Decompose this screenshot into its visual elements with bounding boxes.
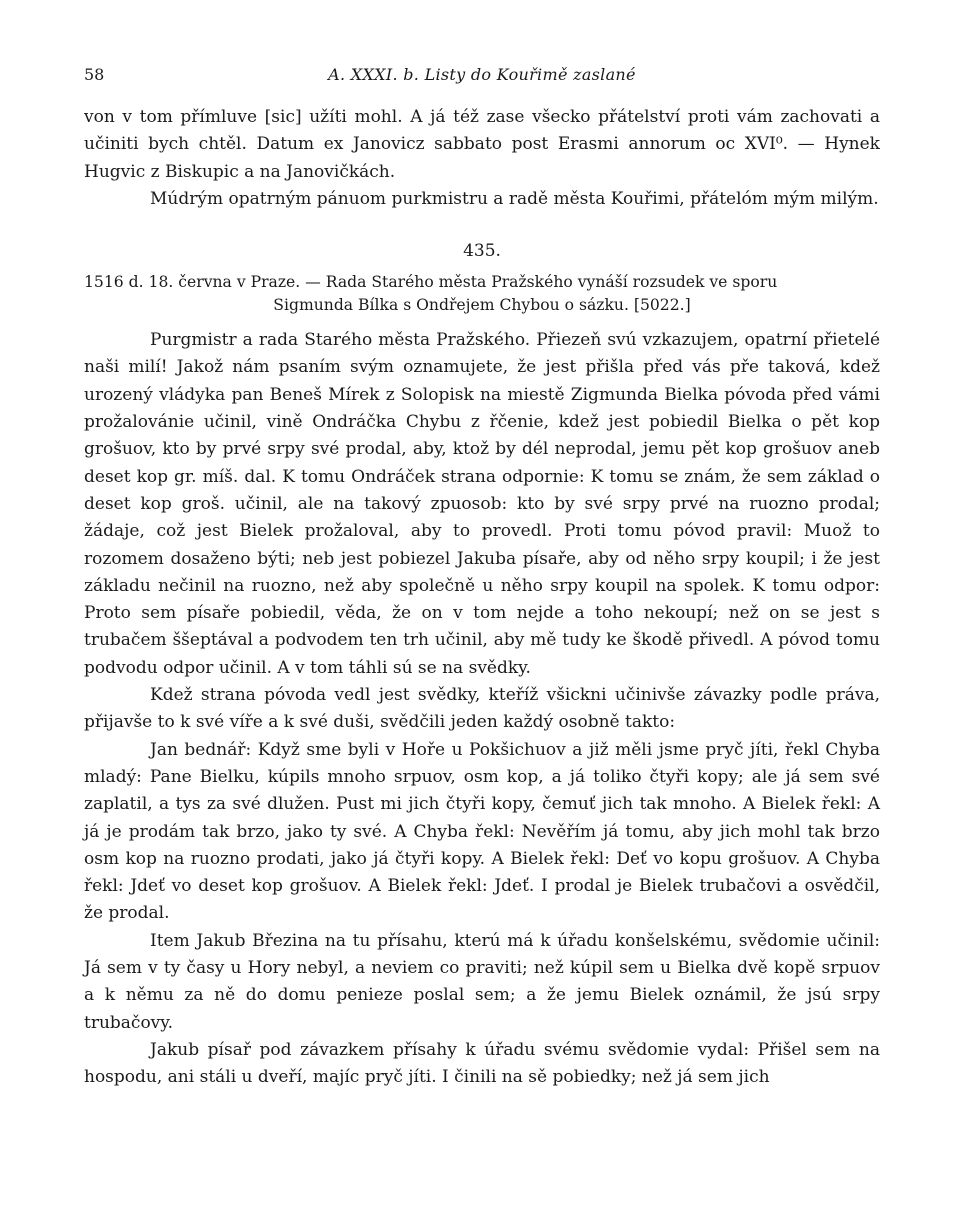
paragraph: Jakub písař pod závazkem přísahy k úřadu svému svědomie vydal: Přišel sem na hospodu, ani stáli u dveří, majíc pryč jíti. I činili na sě pobiedky; než já sem jich (84, 1039, 880, 1088)
page-number: 58 (84, 65, 105, 84)
paragraph: Jan bednář: Když sme byli v Hoře u Pokšichuov a již měli jsme pryč jíti, řekl Chyba mladý: Pane Bielku, kúpils mnoho srpuov, osm kop, a já toliko čtyři kopy; ale já sem své zaplatil, a tys za své dlužen. Pust mi jich čtyři kopy, čemuť jich tak mnoho. A Bielek řekl: A já je prodám tak brzo, jako ty své. A Chyba řekl: Nevěřím já tomu, aby jich mohl tak brzo osm kop na ruozno prodati, jako já čtyři kopy. A Bielek řekl: Deť vo kopu grošuov. A Chyba řekl: Jdeť vo deset kop grošuov. A Bielek řekl: Jdeť. I prodal je Bielek trubačovi a osvědčil, že prodal. (84, 739, 880, 924)
document-regest (84, 271, 880, 317)
letter-ending: von v tom přímluve [sic] užíti mohl. A já též zase všecko přátelství proti vám zachovati a učiniti bych chtěl. Datum ex Janovicz sabbato post Erasmi annorum oc XVI⁰. — Hynek Hugvic z Biskupic a na Janovičkách. (84, 107, 880, 182)
regest-line-1: 1516 d. 18. června v Praze. — Rada Starého města Pražského vynáší rozsudek ve sporu (84, 273, 778, 292)
document-body (84, 327, 880, 1091)
running-head (84, 62, 880, 88)
running-title: A. XXXI. b. Listy do Kouřimě zaslané (328, 65, 636, 84)
document-number: 435. (463, 241, 501, 262)
letter-address: Múdrým opatrným pánuom purkmistru a radě města Kouřimi, přátelóm mým milým. (150, 188, 879, 209)
regest-line-2: Sigmunda Bílka s Ondřejem Chybou o sázku. [5022.] (273, 296, 691, 315)
preceding-letter (84, 104, 880, 213)
paragraph: Kdež strana póvoda vedl jest svědky, kteříž všickni učinivše závazky podle práva, přijavše to k své víře a k své duši, svědčili jeden každý osobně takto: (84, 685, 880, 733)
paragraph: Purgmistr a rada Starého města Pražského. Přiezeň svú vzkazujem, opatrní přietelé naši milí! Jakož nám psaním svým oznamujete, že jest přišla před vás pře taková, kdež urozený vládyka pan Beneš Mírek z Solopisk na miestě Zigmunda Bielka póvoda před vámi prožalovánie učinil, vině Ondráčka Chybu z řčenie, kdež jest pobiedil Bielka o pět kop grošuov, kto by prvé srpy své prodal, aby, ktož by dél neprodal, jemu pět kop grošuov aneb deset kop gr. míš. dal. K tomu Ondráček strana odpornie: K tomu se znám, že sem základ o deset kop groš. učinil, ale na takový zpuosob: kto by své srpy prvé na ruozno prodal; žádaje, což jest Bielek prožaloval, aby to provedl. Proti tomu póvod pravil: Muož to rozomem dosaženo býti; neb jest pobiezel Jakuba písaře, aby od něho srpy koupil; i že jest základu nečinil na ruozno, než aby společně u něho srpy koupil na spolek. K tomu odpor: Proto sem písaře pobiedil, věda, že on v tom nejde a toho nekoupí; než on se jest s trubačem ššeptával a podvodem ten trh učinil, aby mě tudy ke škodě přivedl. A póvod tomu podvodu odpor učinil. A v tom táhli sú se na svědky. (84, 330, 880, 678)
paragraph: Item Jakub Březina na tu přísahu, kterú má k úřadu konšelskému, svědomie učinil: Já sem v ty časy u Hory nebyl, a neviem co praviti; než kúpil sem u Bielka dvě kopě srpuov a k němu za ně do domu penieze poslal sem; a že jemu Bielek oznámil, že jsú srpy trubačovy. (84, 930, 880, 1033)
